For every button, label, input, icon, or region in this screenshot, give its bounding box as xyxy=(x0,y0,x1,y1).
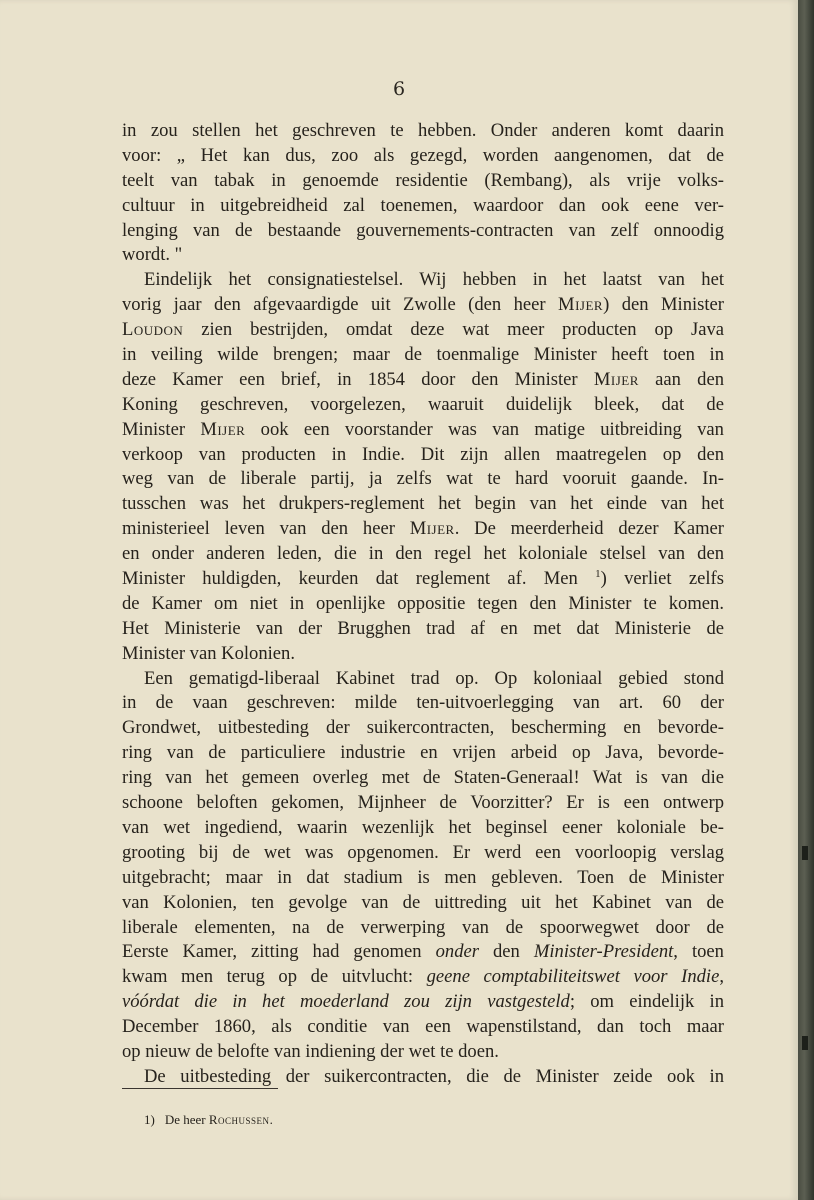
paragraph-start: De uitbesteding der suikercontracten, die de Minister zeide ook in xyxy=(144,1065,724,1087)
page-number: 6 xyxy=(392,78,406,100)
text-line: Het Ministerie van der Brugghen trad af en met dat Ministerie de xyxy=(122,617,724,639)
italic-text: geene comptabiliteitswet voor Indie xyxy=(426,966,720,988)
page-edge-mark xyxy=(802,1036,808,1050)
text-line: verkoop van producten in Indie. Dit zijn allen maatregelen op den xyxy=(122,443,724,465)
text-line: cultuur in uitgebreidheid zal toenemen, waardoor dan ook eene ver- xyxy=(122,194,724,216)
text-line: kwam men terug op de uitvlucht: geene comptabiliteitswet voor Indie, xyxy=(122,966,724,988)
text-line: wordt. " xyxy=(122,244,183,266)
paragraph-start: Eindelijk het consignatiestelsel. Wij hebben in het laatst van het xyxy=(144,269,724,291)
footnote-ref: 1 xyxy=(595,567,601,580)
text-line: Minister van Kolonien. xyxy=(122,642,295,664)
text-line: ministerieel leven van den heer Mijer. De meerderheid dezer Kamer xyxy=(122,518,724,540)
text-line: Loudon zien bestrijden, omdat deze wat meer producten op Java xyxy=(122,319,724,341)
text-line: uitgebracht; maar in dat stadium is men gebleven. Toen de Minister xyxy=(122,866,724,888)
text-line: Grondwet, uitbesteding der suikercontracten, bescherming en bevorde- xyxy=(122,717,724,739)
text-line: van wet ingediend, waarin wezenlijk het beginsel eener koloniale be- xyxy=(122,816,724,838)
italic-text: onder xyxy=(435,941,479,963)
text-line: Koning geschreven, voorgelezen, waaruit duidelijk bleek, dat de xyxy=(122,393,724,415)
person-name: Mijer xyxy=(200,418,246,440)
person-name: Mijer xyxy=(593,368,639,390)
text-line: Minister Mijer ook een voorstander was van matige uitbreiding van xyxy=(122,418,724,440)
text-line: in de vaan geschreven: milde ten-uitvoerlegging van art. 60 der xyxy=(122,692,724,714)
footnote-number: 1) xyxy=(144,1112,155,1127)
italic-text: Minister-President xyxy=(533,941,674,963)
text-line: December 1860, als conditie van een wapenstilstand, dan toch maar xyxy=(122,1016,724,1038)
text-line: Eerste Kamer, zitting had genomen onder den Minister-President, toen xyxy=(122,941,724,963)
text-line: vorig jaar den afgevaardigde uit Zwolle (den heer Mijer) den Minister xyxy=(122,294,725,316)
text-line: ring van de particuliere industrie en vrijen arbeid op Java, bevorde- xyxy=(122,742,724,764)
footnote-text: De heer xyxy=(164,1112,209,1127)
person-name: Mijer xyxy=(409,518,455,540)
text-line: lenging van de bestaande gouvernements-contracten van zelf onnoodig xyxy=(122,219,724,241)
italic-text: vóórdat die in het moederland zou zijn vastgesteld xyxy=(122,991,570,1013)
text-line: in zou stellen het geschreven te hebben. Onder anderen komt daarin xyxy=(122,120,724,141)
text-line: ring van het gemeen overleg met de Staten-Generaal! Wat is van die xyxy=(122,767,724,789)
text-line: en onder anderen leden, die in den regel het koloniale stelsel van den xyxy=(122,543,724,565)
text-line: liberale elementen, na de verwerping van de spoorwegwet door de xyxy=(122,916,724,938)
footnote: 1) De heer Rochussen. xyxy=(144,1112,273,1127)
footnote-name: Rochussen xyxy=(208,1112,270,1127)
text-line: schoone beloften gekomen, Mijnheer de Voorzitter? Er is een ontwerp xyxy=(122,792,724,814)
text-line: vóórdat die in het moederland zou zijn vastgesteld; om eindelijk in xyxy=(122,991,725,1013)
body-text xyxy=(122,119,724,1090)
person-name: Loudon xyxy=(122,319,184,341)
footnote-divider xyxy=(122,1088,278,1089)
text-line: teelt van tabak in genoemde residentie (Rembang), als vrije volks- xyxy=(122,169,724,191)
text-line: de Kamer om niet in openlijke oppositie tegen den Minister te komen. xyxy=(122,592,724,614)
text-line: grooting bij de wet was opgenomen. Er werd een voorloopig verslag xyxy=(122,841,724,863)
paragraph-start: Een gematigd-liberaal Kabinet trad op. Op koloniaal gebied stond xyxy=(144,667,724,689)
text-line: tusschen was het drukpers-reglement het begin van het einde van het xyxy=(122,493,724,515)
text-line: Minister huldigden, keurden dat reglement af. Men $^1$) verliet zelfs xyxy=(122,567,724,590)
text-line: op nieuw de belofte van indiening der wet te doen. xyxy=(122,1040,499,1062)
text-line: van Kolonien, ten gevolge van de uittreding uit het Kabinet van de xyxy=(122,891,724,913)
page-edge-mark xyxy=(802,846,808,860)
text-line: in veiling wilde brengen; maar de toenmalige Minister heeft toen in xyxy=(122,344,724,366)
text-line: weg van de liberale partij, ja zelfs wat te hard vooruit gaande. In- xyxy=(122,468,724,490)
text-line: voor: „ Het kan dus, zoo als gezegd, worden aangenomen, dat de xyxy=(122,144,724,166)
book-spine xyxy=(798,0,814,1200)
text-line: deze Kamer een brief, in 1854 door den Minister Mijer aan den xyxy=(122,368,724,390)
person-name: Mijer xyxy=(558,294,604,316)
